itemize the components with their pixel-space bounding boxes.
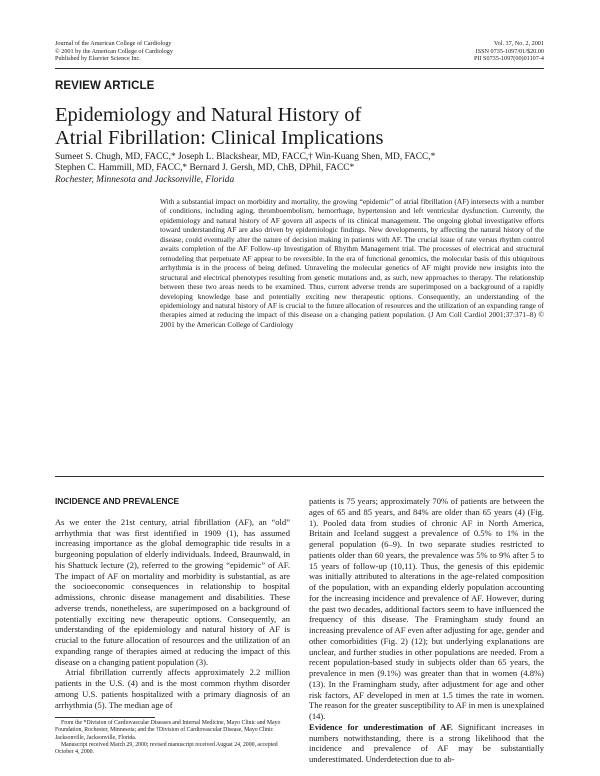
abstract-rule <box>55 476 544 477</box>
article-title <box>55 104 535 150</box>
run-in-text: Significant increases in numbers notwithstanding, there is a strong likelihood that the incidence and prevalence of AF may be substantially underestimated. Underdetection due to ab- <box>309 721 545 764</box>
left-column <box>55 496 290 710</box>
footnote-dates: Manuscript received March 29, 2000; revised manuscript received August 24, 2000, accepted October 4, 2000. <box>55 741 278 756</box>
abstract: With a substantial impact on morbidity and mortality, the growing “epidemic” of atrial fibrillation (AF) intersects with a number of conditions, including aging, thromboembolism, hemorrhage, hypertension and left ventricular dysfunction. Currently, the epidemiology and natural history of AF govern all aspects of its clinical management. The ongoing global investigative efforts toward understanding AF are also driven by epidemiologic findings. New developments, by affecting the natural history of the disease, could eventually alter the nature of decision making in patients with AF. The crucial issue of rate versus rhythm control awaits completion of the AF Follow-up Investigation of Rhythm Management trial. The processes of electrical and structural remodeling that perpetuate AF appear to be reversible. In the era of functional genomics, the molecular basis of this ubiquitous arrhythmia is in the process of being defined. Unraveling the molecular genetics of AF might provide new insights into the structural and electrical phenotypes resulting from genetic mutations and, as such, new approaches to therapy. The relationship between these two areas needs to be examined. Thus, current adverse trends are superimposed on a background of a rapidly developing knowledge base and potentially exciting new therapeutic options. Consequently, an understanding of the epidemiology and natural history of AF is crucial to the future allocation of resources and the utilization of an expanding range of therapies aimed at reducing the impact of this disease on a changing patient population. (J Am Coll Cardiol 2001;37:371–8) © 2001 by the American College of Cardiology <box>160 197 544 329</box>
authors-line-1: Sumeet S. Chugh, MD, FACC,* Joseph L. Blackshear, MD, FACC,† Win-Kuang Shen, MD, FACC,* <box>55 152 436 162</box>
copyright-line: © 2001 by the American College of Cardiology <box>55 47 173 55</box>
author-list <box>55 152 545 174</box>
pii-line: PII S0735-1097(00)01107-4 <box>473 55 544 63</box>
footnote-affiliations: From the *Division of Cardiovascular Diseases and Internal Medicine, Mayo Clinic and Mayo Foundation, Rochester, Minnesota; and the †Division of Cardiovascular Disease, Mayo Clinic Jacksonville, Jacksonville, Florida. <box>55 720 281 741</box>
footnotes <box>55 720 290 756</box>
volume-line: Vol. 37, No. 2, 2001 <box>493 40 544 47</box>
body-paragraph <box>309 722 544 765</box>
journal-name: Journal of the American College of Cardiology <box>55 40 172 47</box>
body-paragraph: As we enter the 21st century, atrial fibrillation (AF), an “old” arrhythmia that was first identified in 1909 (1), has assumed increasing importance as the global demographic tide results in a burgeoning population of elderly individuals. Indeed, Braunwald, in his Shattuck lecture (2), referred to the growing “epidemic” of AF. The impact of AF on mortality and morbidity is substantial, as are the socioeconomic consequences in relationship to hospital admissions, chronic disease management and disabilities. These adverse trends, nonetheless, are superimposed on a background of potentially exciting new therapeutic options. Consequently, an understanding of the epidemiology and natural history of AF is crucial to the future allocation of resources and the utilization of an expanding range of therapies aimed at reducing the impact of this disease on a changing patient population (3). <box>55 516 290 667</box>
publisher-line: Published by Elsevier Science Inc. <box>55 55 141 63</box>
section-heading: INCIDENCE AND PREVALENCE <box>55 496 180 506</box>
run-in-heading: Evidence for underestimation of AF. <box>309 721 453 732</box>
issn-line: ISSN 0735-1097/01/$20.00 <box>475 47 544 55</box>
affiliation: Rochester, Minnesota and Jacksonville, Florida <box>55 175 235 185</box>
body-paragraph: Atrial fibrillation currently affects approximately 2.2 million patients in the U.S. (4) and is the most common rhythm disorder among U.S. patients hospitalized with a primary diagnosis of an arrhythmia (5). The median age of <box>55 667 290 710</box>
section-label: REVIEW ARTICLE <box>55 80 155 92</box>
right-column <box>309 496 544 765</box>
body-paragraph: patients is 75 years; approximately 70% of patients are between the ages of 65 and 85 years, and 84% are older than 65 years (4) (Fig. 1). Pooled data from studies of chronic AF in North America, Britain and Iceland suggest a prevalence of 0.5% to 1% in the general population (6–9). In two separate studies restricted to patients older than 60 years, the prevalence was 5% to 9% after 5 to 15 years of follow-up (10,11). Thus, the genesis of this epidemic was initially attributed to alterations in the age-related composition of the population, with an expanding elderly population accounting for the increasing incidence and prevalence of AF. However, during the past two decades, additional factors seem to have influenced the frequency of this disease. The Framingham study found an increasing prevalence of AF even after adjusting for age, gender and other comorbidities (Fig. 2) (12); but underlying explanations are unclear, and further studies in other populations are needed. From a recent population-based study in subjects older than 65 years, the prevalence in men (9.1%) was greater than that in women (4.8%) (13). In the Framingham study, after adjustment for age and other risk factors, AF developed in men at 1.5 times the rate in women. The reason for the greater susceptibility to AF in men is unexplained (14). <box>309 496 544 721</box>
title-line-2: Atrial Fibrillation: Clinical Implications <box>55 127 384 149</box>
title-line-1: Epidemiology and Natural History of <box>55 104 362 126</box>
authors-line-2: Stephen C. Hammill, MD, FACC,* Bernard J. Gersh, MD, ChB, DPhil, FACC* <box>55 163 355 174</box>
journal-header-right <box>474 40 544 63</box>
footnote-rule <box>55 717 155 718</box>
journal-header-left <box>55 40 173 63</box>
header-rule <box>55 68 544 69</box>
